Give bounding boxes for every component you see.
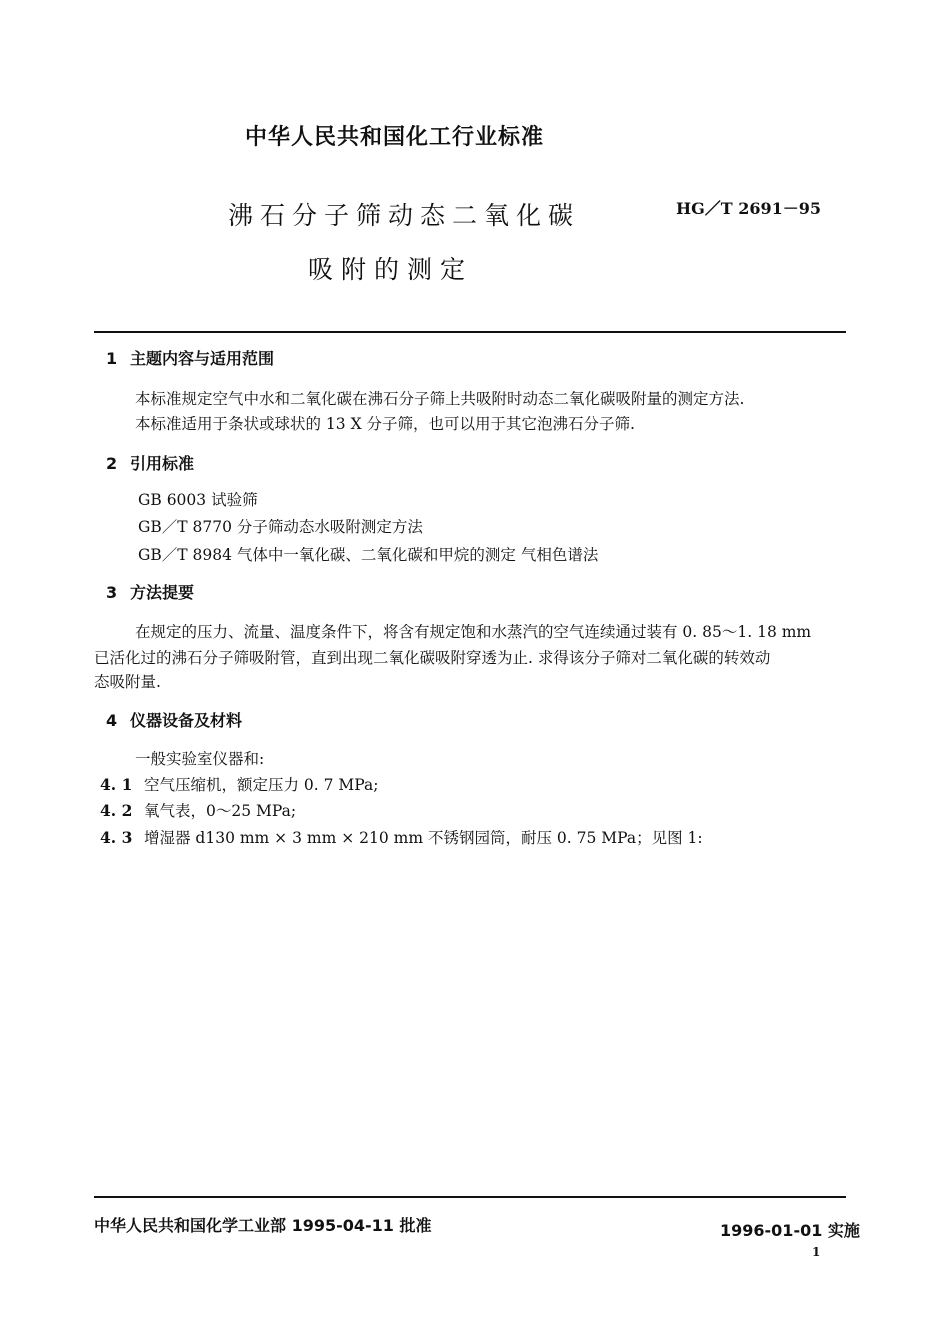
section-1-paragraph-2: 本标准适用于条状或球状的 13 X 分子筛，也可以用于其它泡沸石分子筛.	[135, 415, 635, 433]
item-number: 4. 2	[100, 801, 133, 820]
section-3-heading	[106, 580, 194, 603]
item-number: 4. 3	[100, 828, 133, 847]
effective-date: 1996-01-01 实施	[720, 1221, 860, 1240]
document-title-line2: 吸附的测定	[308, 255, 474, 284]
section-1-heading	[106, 346, 274, 369]
section-1-paragraph-1: 本标准规定空气中水和二氧化碳在沸石分子筛上共吸附时动态二氧化碳吸附量的测定方法.	[135, 390, 745, 408]
approval-statement: 中华人民共和国化学工业部 1995-04-11 批准	[94, 1216, 432, 1235]
section-number: 2	[106, 454, 118, 473]
section-3-line: 在规定的压力、流量、温度条件下，将含有规定饱和水蒸汽的空气连续通过装有 0. 85～1. 18 mm	[135, 623, 812, 641]
section-4-intro: 一般实验室仪器和:	[135, 750, 265, 768]
header-divider	[94, 331, 846, 333]
section-number: 4	[106, 711, 118, 730]
standard-category-title: 中华人民共和国化工行业标准	[245, 125, 545, 150]
item-text: 空气压缩机，额定压力 0. 7 MPa;	[144, 776, 379, 794]
equipment-item	[100, 826, 703, 848]
section-4-heading	[106, 708, 242, 731]
standard-code: HG／T 2691－95	[676, 199, 822, 218]
reference-item: GB／T 8770 分子筛动态水吸附测定方法	[138, 518, 423, 536]
section-2-heading	[106, 451, 194, 474]
reference-item: GB／T 8984 气体中一氧化碳、二氧化碳和甲烷的测定 气相色谱法	[138, 546, 599, 564]
item-text: 氧气表，0～25 MPa;	[144, 802, 297, 820]
section-title: 方法提要	[130, 583, 195, 602]
item-text: 增湿器 d130 mm × 3 mm × 210 mm 不锈钢园筒，耐压 0. 75 MPa；见图 1:	[144, 829, 703, 847]
item-number: 4. 1	[100, 775, 133, 794]
reference-item: GB 6003 试验筛	[138, 491, 258, 509]
equipment-item	[100, 799, 296, 821]
section-number: 1	[106, 349, 118, 368]
section-title: 引用标准	[130, 454, 195, 473]
section-title: 主题内容与适用范围	[130, 349, 275, 368]
section-title: 仪器设备及材料	[130, 711, 243, 730]
equipment-item	[100, 773, 379, 795]
section-3-line: 已活化过的沸石分子筛吸附管，直到出现二氧化碳吸附穿透为止. 求得该分子筛对二氧化碳的转效动	[94, 649, 771, 667]
section-number: 3	[106, 583, 118, 602]
footer-divider	[94, 1196, 846, 1198]
page-number: 1	[812, 1245, 821, 1259]
section-3-line: 态吸附量.	[94, 673, 161, 691]
document-title-line1: 沸石分子筛动态二氧化碳	[228, 201, 581, 230]
